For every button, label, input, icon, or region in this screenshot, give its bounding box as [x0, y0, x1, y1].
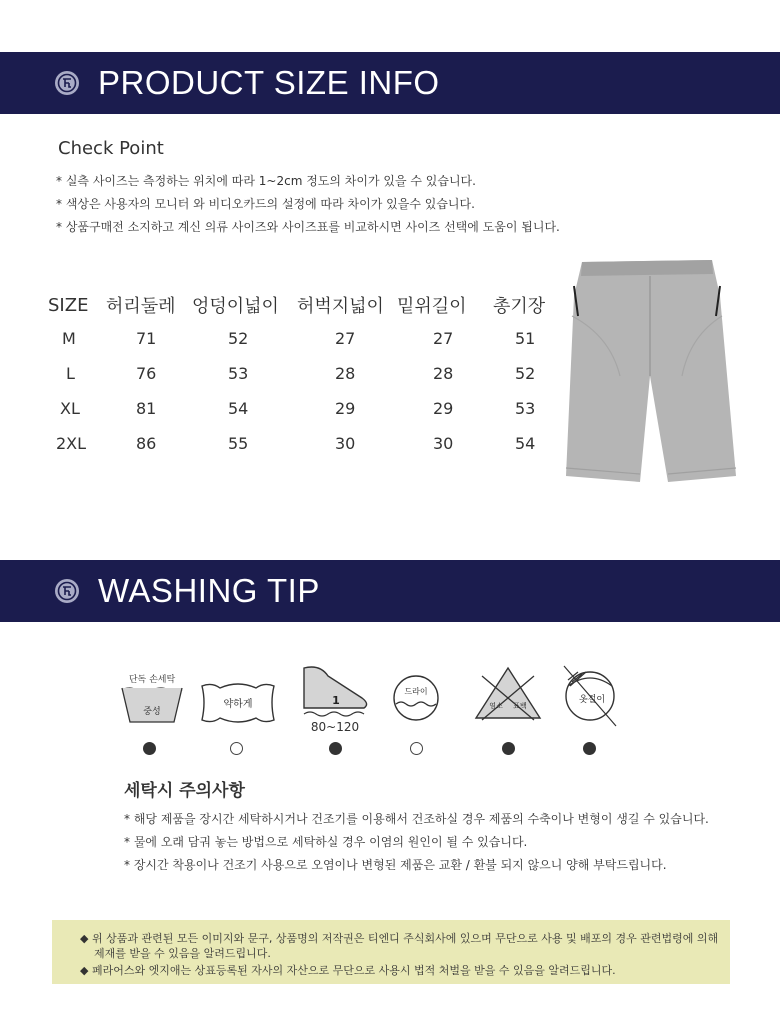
notice-line: 제재를 받을 수 있음을 알려드립니다. [94, 947, 271, 960]
cell-size: L [66, 364, 75, 383]
cell-size: 2XL [56, 434, 87, 453]
hang-dry-label: 옷걸이 [578, 695, 606, 705]
check-point-title: Check Point [58, 138, 164, 159]
hang-dry-recommended-dot [583, 742, 596, 755]
cell-value: 27 [335, 329, 356, 348]
cell-value: 53 [515, 399, 536, 418]
gentle-wring-label: 약하게 [223, 699, 253, 710]
table-row [48, 426, 553, 461]
iron-temperature: 80~120 [310, 720, 360, 734]
cell-value: 76 [136, 364, 157, 383]
hand-wash-recommended-dot [143, 742, 156, 755]
table-row [48, 321, 553, 356]
section-title: PRODUCT SIZE INFO [98, 64, 440, 101]
table-row [48, 391, 553, 426]
cell-size: M [62, 329, 76, 348]
dry-clean-not-recommended-dot [410, 742, 423, 755]
header-length: 총기장 [493, 296, 546, 317]
hang-dry-shade-icon [552, 660, 632, 736]
header-size: SIZE [48, 294, 89, 316]
cell-value: 52 [515, 364, 536, 383]
dry-clean-icon [378, 660, 458, 736]
care-caution-title: 세탁시 주의사항 [124, 781, 245, 801]
brand-logo-icon [54, 70, 80, 96]
cell-value: 81 [136, 399, 157, 418]
no-bleach-right-label: 표백 [513, 702, 527, 710]
header-hip: 엉덩이넓이 [192, 296, 279, 317]
dry-clean-label: 드라이 [404, 687, 428, 696]
cell-value: 86 [136, 434, 157, 453]
cell-value: 53 [228, 364, 249, 383]
header-rise: 밑위길이 [397, 296, 467, 317]
brand-logo-icon [54, 578, 80, 604]
gentle-wring-not-recommended-dot [230, 742, 243, 755]
check-note: * 실측 사이즈는 측정하는 위치에 따라 1~2cm 정도의 차이가 있을 수 있습니다. [56, 174, 476, 188]
size-table [48, 289, 553, 461]
header-thigh: 허벅지넓이 [297, 296, 384, 317]
header-waist: 허리둘레 [106, 296, 176, 317]
washing-tip-header [0, 560, 780, 622]
cell-value: 55 [228, 434, 249, 453]
cell-value: 51 [515, 329, 536, 348]
no-bleach-left-label: 염소 [489, 702, 503, 710]
cell-value: 27 [433, 329, 454, 348]
size-info-header [0, 52, 780, 114]
table-row [48, 356, 553, 391]
iron-recommended-dot [329, 742, 342, 755]
hand-wash-bottom-label: 중성 [143, 707, 161, 717]
cell-value: 54 [228, 399, 249, 418]
cell-value: 30 [335, 434, 356, 453]
care-note: * 해당 제품을 장시간 세탁하시거나 건조기를 이용해서 건조하실 경우 제품의 수축이나 변형이 생길 수 있습니다. [124, 812, 709, 826]
notice-line: ◆ 위 상품과 관련된 모든 이미지와 문구, 상품명의 저작권은 티엔디 주식회사에 있으며 무단으로 사용 및 배포의 경우 관련법령에 의해 [80, 932, 719, 945]
cell-value: 71 [136, 329, 157, 348]
no-bleach-icon [470, 660, 550, 736]
size-table-header [48, 289, 553, 321]
cell-value: 28 [433, 364, 454, 383]
cell-value: 29 [335, 399, 356, 418]
cell-size: XL [60, 399, 80, 418]
hand-wash-icon [112, 660, 192, 736]
cell-value: 30 [433, 434, 454, 453]
copyright-notice [52, 920, 730, 984]
cell-value: 52 [228, 329, 249, 348]
cell-value: 54 [515, 434, 536, 453]
shorts-product-image [560, 256, 740, 482]
hand-wash-top-label: 단독 손세탁 [128, 675, 176, 685]
gentle-wring-icon [198, 660, 278, 736]
cell-value: 28 [335, 364, 356, 383]
iron-level-label: 1 [332, 694, 340, 707]
notice-line: ◆ 페라어스와 엣지애는 상표등록된 자사의 자산으로 무단으로 사용시 법적 처벌을 받을 수 있음을 알려드립니다. [80, 964, 616, 977]
check-note: * 색상은 사용자의 모니터 와 비디오카드의 설정에 따라 차이가 있을수 있습니다. [56, 197, 475, 211]
cell-value: 29 [433, 399, 454, 418]
care-note: * 장시간 착용이나 건조기 사용으로 오염이나 변형된 제품은 교환 / 환불 되지 않으니 양해 부탁드립니다. [124, 858, 667, 872]
section-title: WASHING TIP [98, 572, 320, 609]
no-bleach-recommended-dot [502, 742, 515, 755]
check-note: * 상품구매전 소지하고 계신 의류 사이즈와 사이즈표를 비교하시면 사이즈 선택에 도움이 됩니다. [56, 220, 560, 234]
care-note: * 물에 오래 담궈 놓는 방법으로 세탁하실 경우 이염의 원인이 될 수 있습니다. [124, 835, 528, 849]
